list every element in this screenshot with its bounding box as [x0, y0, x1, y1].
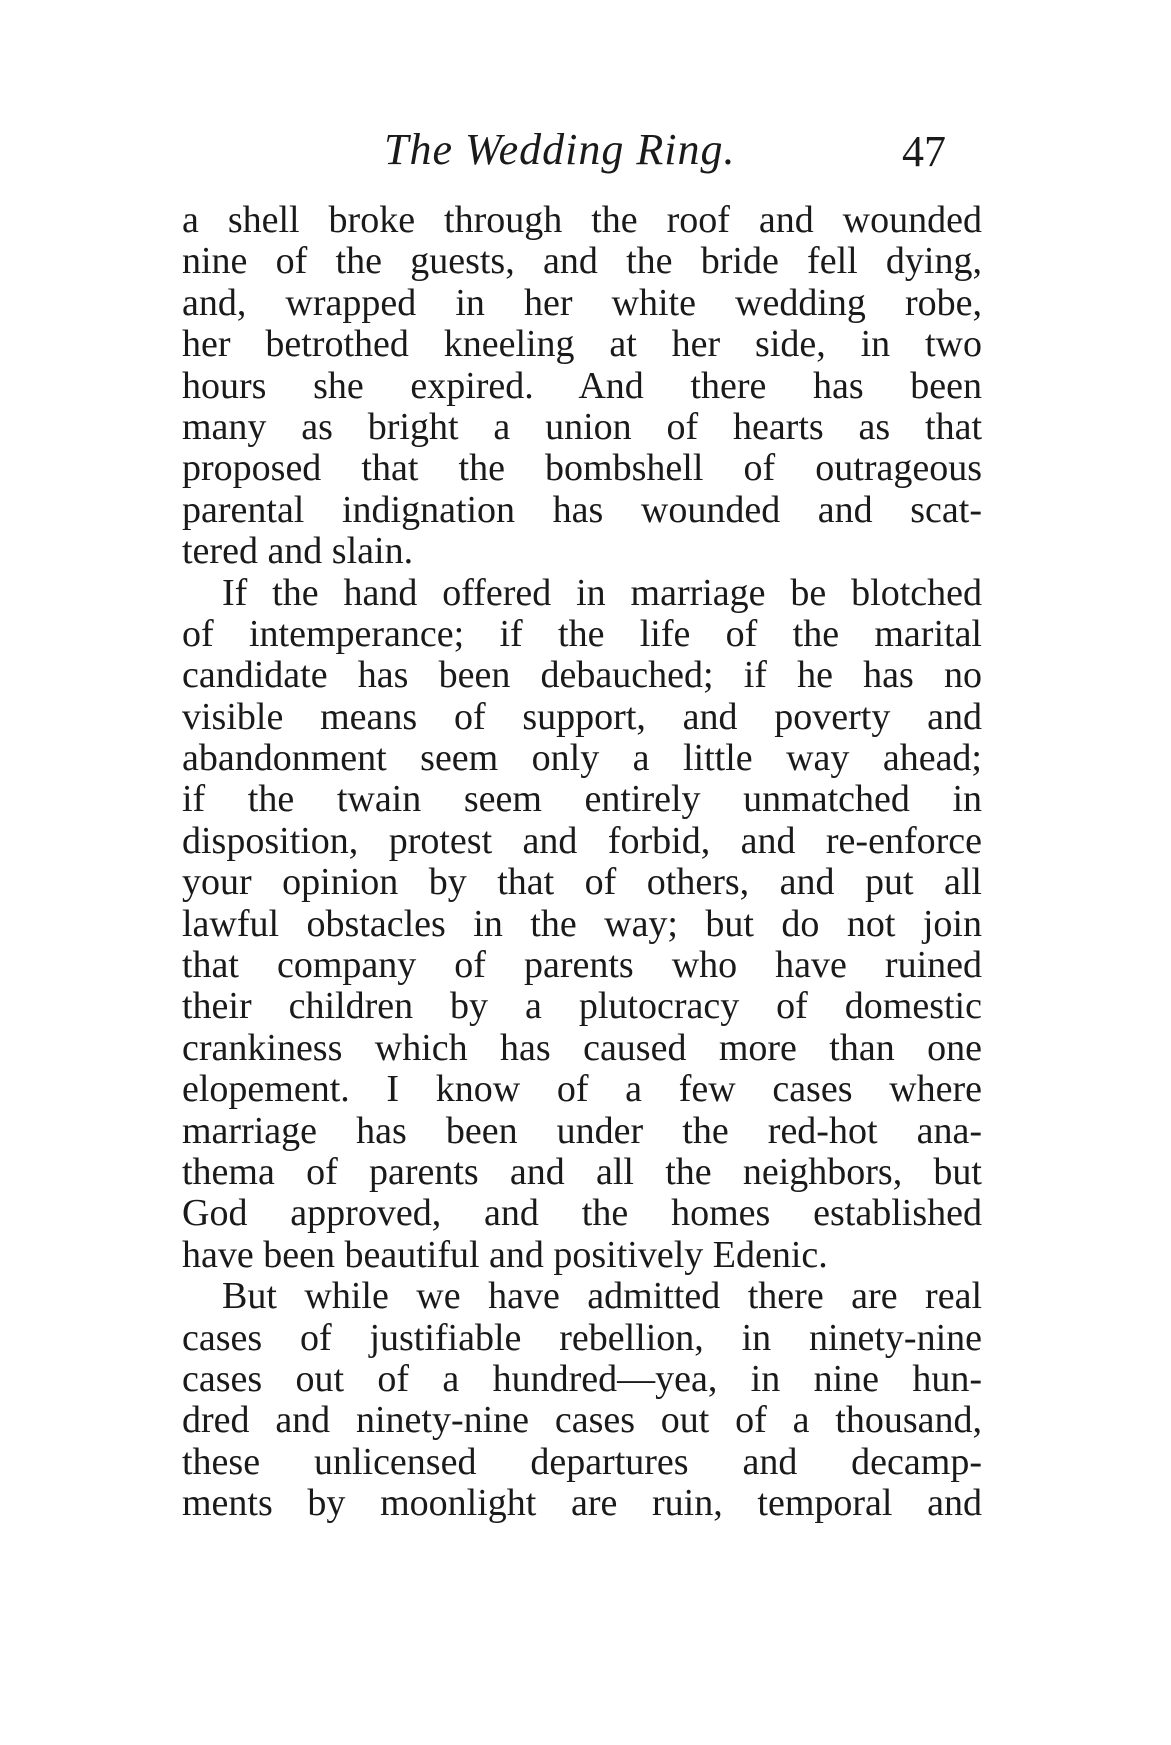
text-line: their children by a plutocracy of domestic — [182, 985, 982, 1028]
text-line: her betrothed kneeling at her side, in two — [182, 323, 982, 366]
text-line: If the hand offered in marriage be blotched — [222, 571, 982, 614]
text-line: visible means of support, and poverty and — [182, 695, 982, 738]
text-line: marriage has been under the red-hot ana- — [182, 1109, 982, 1152]
text-line: cases of justifiable rebellion, in ninety-nine — [182, 1316, 982, 1359]
paragraph-3 — [182, 1276, 982, 1524]
text-line: tered and slain. — [182, 530, 414, 573]
text-line: hours she expired. And there has been — [182, 364, 982, 407]
text-line: ments by moonlight are ruin, temporal and — [182, 1482, 982, 1525]
text-line: if the twain seem entirely unmatched in — [182, 778, 982, 821]
text-line: parental indignation has wounded and scat- — [182, 488, 982, 531]
body-text — [182, 200, 982, 1525]
text-line: have been beautiful and positively Edenic. — [182, 1233, 828, 1276]
text-line: disposition, protest and forbid, and re-enforce — [182, 819, 982, 862]
text-line: cases out of a hundred—yea, in nine hun- — [182, 1357, 982, 1400]
text-line: thema of parents and all the neighbors, but — [182, 1150, 982, 1193]
paragraph-1 — [182, 200, 982, 573]
text-line: of intemperance; if the life of the marital — [182, 612, 982, 655]
text-line: proposed that the bombshell of outrageous — [182, 447, 982, 490]
text-line: nine of the guests, and the bride fell dying, — [182, 240, 982, 283]
text-line: these unlicensed departures and decamp- — [182, 1440, 982, 1483]
text-line: and, wrapped in her white wedding robe, — [182, 281, 982, 324]
text-line: crankiness which has caused more than one — [182, 1026, 982, 1069]
text-line: a shell broke through the roof and wounded — [182, 199, 982, 241]
text-line: But while we have admitted there are real — [222, 1275, 982, 1318]
running-title: The Wedding Ring. — [384, 125, 736, 174]
text-line: your opinion by that of others, and put all — [182, 861, 982, 904]
text-line: candidate has been debauched; if he has no — [182, 654, 982, 697]
paragraph-2 — [182, 573, 982, 1277]
text-line: God approved, and the homes established — [182, 1192, 982, 1235]
text-line: that company of parents who have ruined — [182, 944, 982, 987]
text-line: many as bright a union of hearts as that — [182, 405, 982, 448]
text-line: elopement. I know of a few cases where — [182, 1068, 982, 1111]
text-line: lawful obstacles in the way; but do not join — [182, 902, 982, 945]
page-number: 47 — [902, 127, 946, 176]
text-line: abandonment seem only a little way ahead; — [182, 737, 982, 780]
text-line: dred and ninety-nine cases out of a thousand, — [182, 1399, 982, 1442]
